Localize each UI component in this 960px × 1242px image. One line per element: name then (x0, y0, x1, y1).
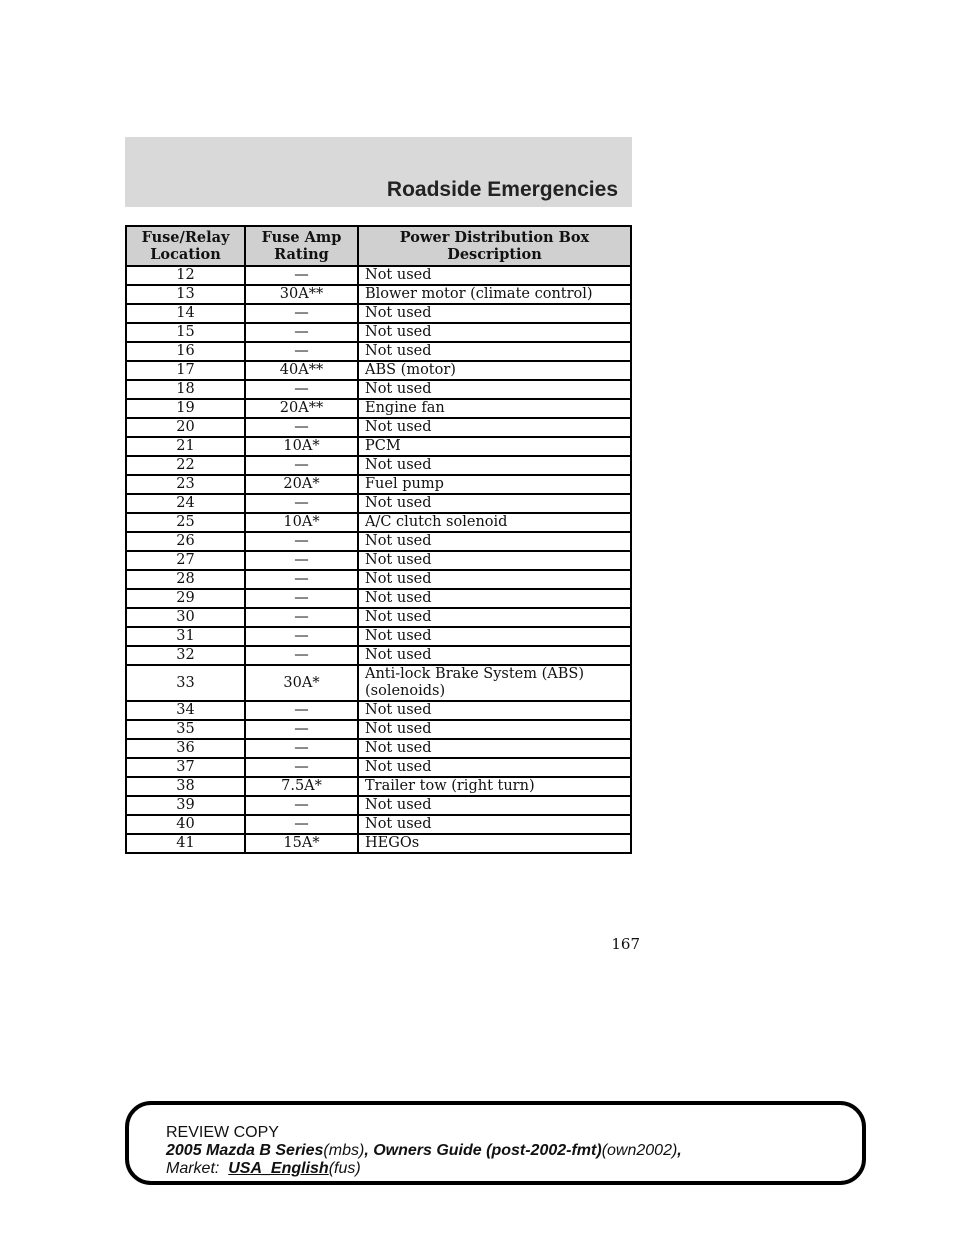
fuse-description-cell: Not used (358, 646, 631, 665)
market-code: (fus) (328, 1160, 361, 1177)
fuse-location-cell: 39 (126, 796, 245, 815)
fuse-description-cell: Not used (358, 608, 631, 627)
fuse-location-cell: 25 (126, 513, 245, 532)
fuse-description-cell: Not used (358, 796, 631, 815)
fuse-location-cell: 33 (126, 665, 245, 701)
table-row (126, 380, 631, 399)
fuse-location-cell: 26 (126, 532, 245, 551)
fuse-location-cell: 30 (126, 608, 245, 627)
table-row (126, 608, 631, 627)
fuse-description-cell: Not used (358, 739, 631, 758)
fuse-description-cell: Not used (358, 815, 631, 834)
fuse-location-cell: 34 (126, 701, 245, 720)
fuse-location-cell: 36 (126, 739, 245, 758)
fuse-rating-cell: — (245, 739, 358, 758)
header-location: Fuse/Relay Location (126, 226, 245, 266)
table-header-row (126, 226, 631, 266)
fuse-location-cell: 14 (126, 304, 245, 323)
fuse-rating-cell: — (245, 701, 358, 720)
table-row (126, 323, 631, 342)
fuse-description-cell: Anti-lock Brake System (ABS) (solenoids) (358, 665, 631, 701)
table-row (126, 399, 631, 418)
fuse-location-cell: 23 (126, 475, 245, 494)
fuse-rating-cell: — (245, 380, 358, 399)
fuse-location-cell: 37 (126, 758, 245, 777)
fuse-location-cell: 18 (126, 380, 245, 399)
table-row (126, 418, 631, 437)
table-row (126, 532, 631, 551)
fuse-rating-cell: 40A** (245, 361, 358, 380)
fuse-location-cell: 16 (126, 342, 245, 361)
fuse-rating-cell: — (245, 815, 358, 834)
fuse-table (125, 225, 632, 854)
fuse-description-cell: A/C clutch solenoid (358, 513, 631, 532)
fuse-rating-cell: — (245, 570, 358, 589)
model-name: 2005 Mazda B Series (166, 1142, 324, 1159)
fuse-location-cell: 22 (126, 456, 245, 475)
fuse-rating-cell: 20A** (245, 399, 358, 418)
fuse-rating-cell: — (245, 627, 358, 646)
fuse-rating-cell: 10A* (245, 437, 358, 456)
fuse-rating-cell: — (245, 266, 358, 285)
table-row (126, 475, 631, 494)
table-row (126, 570, 631, 589)
fuse-rating-cell: 7.5A* (245, 777, 358, 796)
fuse-rating-cell: 10A* (245, 513, 358, 532)
market-value: USA_English (228, 1160, 329, 1177)
table-row (126, 494, 631, 513)
fuse-rating-cell: — (245, 494, 358, 513)
table-row (126, 796, 631, 815)
fuse-rating-cell: — (245, 589, 358, 608)
table-row (126, 285, 631, 304)
fuse-description-cell: Not used (358, 720, 631, 739)
fuse-rating-cell: — (245, 532, 358, 551)
fuse-location-cell: 21 (126, 437, 245, 456)
page-number: 167 (611, 935, 640, 953)
fuse-location-cell: 41 (126, 834, 245, 853)
section-title: Roadside Emergencies (386, 178, 618, 201)
fuse-description-cell: Trailer tow (right turn) (358, 777, 631, 796)
table-row (126, 777, 631, 796)
fuse-description-cell: Not used (358, 380, 631, 399)
table-row (126, 815, 631, 834)
table-body (126, 266, 631, 853)
table-row (126, 342, 631, 361)
fuse-location-cell: 27 (126, 551, 245, 570)
table-row (126, 589, 631, 608)
fuse-description-cell: PCM (358, 437, 631, 456)
fuse-location-cell: 29 (126, 589, 245, 608)
fuse-location-cell: 38 (126, 777, 245, 796)
fuse-description-cell: Not used (358, 758, 631, 777)
fuse-location-cell: 19 (126, 399, 245, 418)
fuse-rating-cell: 30A** (245, 285, 358, 304)
table-row (126, 513, 631, 532)
fuse-rating-cell: — (245, 720, 358, 739)
table-row (126, 437, 631, 456)
review-copy-text (166, 1124, 856, 1178)
fuse-rating-cell: 30A* (245, 665, 358, 701)
fuse-description-cell: Not used (358, 589, 631, 608)
fuse-rating-cell: — (245, 323, 358, 342)
table-row (126, 739, 631, 758)
fuse-location-cell: 24 (126, 494, 245, 513)
fuse-description-cell: Not used (358, 570, 631, 589)
table-row (126, 551, 631, 570)
table-row (126, 758, 631, 777)
fuse-location-cell: 35 (126, 720, 245, 739)
fuse-description-cell: ABS (motor) (358, 361, 631, 380)
fuse-description-cell: HEGOs (358, 834, 631, 853)
fuse-description-cell: Not used (358, 266, 631, 285)
table-row (126, 720, 631, 739)
fuse-description-cell: Blower motor (climate control) (358, 285, 631, 304)
fuse-description-cell: Not used (358, 627, 631, 646)
fuse-location-cell: 31 (126, 627, 245, 646)
table-row (126, 646, 631, 665)
fuse-rating-cell: — (245, 758, 358, 777)
fuse-location-cell: 12 (126, 266, 245, 285)
header-rating: Fuse Amp Rating (245, 226, 358, 266)
table-row (126, 665, 631, 701)
market-line (166, 1160, 856, 1178)
table-row (126, 456, 631, 475)
table-row (126, 627, 631, 646)
fuse-location-cell: 17 (126, 361, 245, 380)
fuse-location-cell: 15 (126, 323, 245, 342)
fuse-location-cell: 40 (126, 815, 245, 834)
fuse-location-cell: 20 (126, 418, 245, 437)
model-code: (mbs) (323, 1142, 365, 1159)
fuse-description-cell: Not used (358, 418, 631, 437)
fuse-rating-cell: 15A* (245, 834, 358, 853)
review-label: REVIEW COPY (166, 1124, 279, 1141)
fuse-rating-cell: — (245, 551, 358, 570)
fuse-location-cell: 32 (126, 646, 245, 665)
separator-comma: , (677, 1142, 682, 1159)
fuse-rating-cell: — (245, 418, 358, 437)
market-label: Market: (166, 1160, 229, 1177)
fuse-description-cell: Fuel pump (358, 475, 631, 494)
fuse-rating-cell: — (245, 456, 358, 475)
fuse-description-cell: Not used (358, 342, 631, 361)
fuse-description-cell: Not used (358, 323, 631, 342)
table-row (126, 361, 631, 380)
guide-name: , Owners Guide (post-2002-fmt) (364, 1142, 602, 1159)
fuse-description-cell: Not used (358, 532, 631, 551)
fuse-rating-cell: 20A* (245, 475, 358, 494)
fuse-description-cell: Not used (358, 494, 631, 513)
header-description: Power Distribution Box Description (358, 226, 631, 266)
fuse-description-cell: Engine fan (358, 399, 631, 418)
fuse-location-cell: 28 (126, 570, 245, 589)
fuse-rating-cell: — (245, 796, 358, 815)
fuse-rating-cell: — (245, 608, 358, 627)
table-row (126, 266, 631, 285)
fuse-rating-cell: — (245, 646, 358, 665)
fuse-description-cell: Not used (358, 304, 631, 323)
table-row (126, 304, 631, 323)
fuse-description-cell: Not used (358, 551, 631, 570)
fuse-rating-cell: — (245, 342, 358, 361)
fuse-description-cell: Not used (358, 456, 631, 475)
fuse-rating-cell: — (245, 304, 358, 323)
document-id-line (166, 1142, 856, 1160)
table-row (126, 701, 631, 720)
table-row (126, 834, 631, 853)
fuse-location-cell: 13 (126, 285, 245, 304)
guide-code: (own2002) (601, 1142, 678, 1159)
fuse-description-cell: Not used (358, 701, 631, 720)
